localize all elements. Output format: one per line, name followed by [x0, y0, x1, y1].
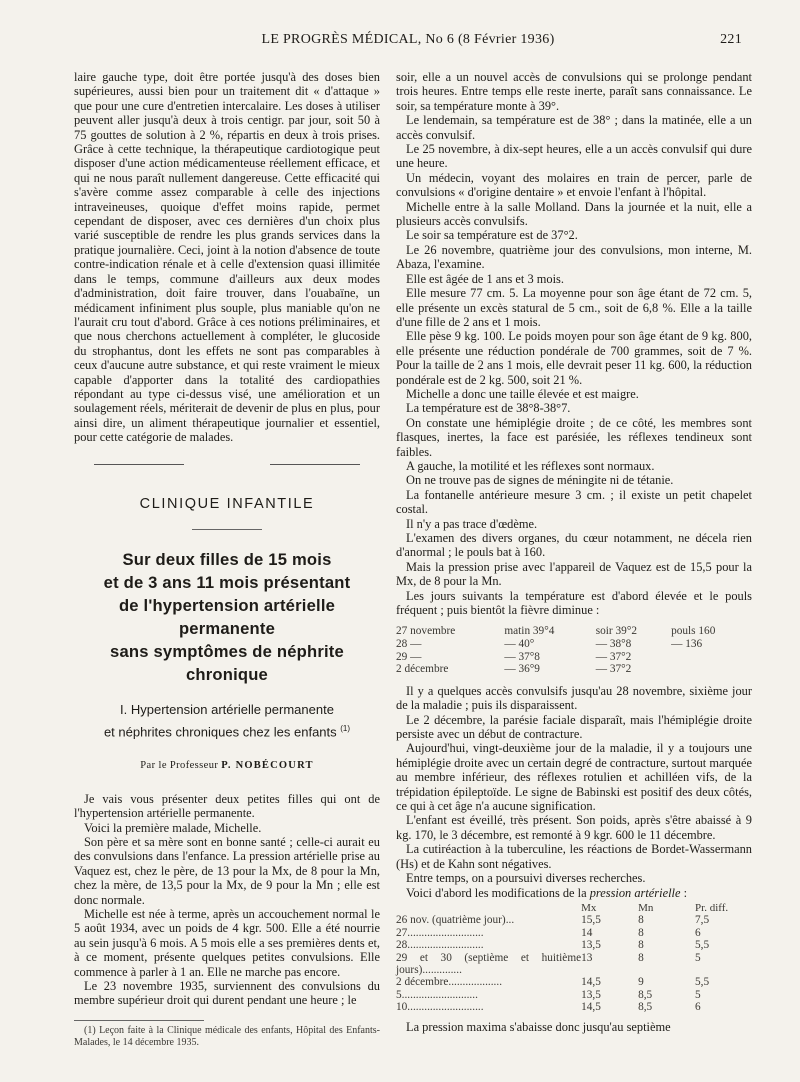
table-cell: 14,5 — [581, 1001, 601, 1014]
body-paragraph: Il y a quelques accès convulsifs jusqu'au 28 novembre, sixième jour de la maladie ; puis ils disparaissent. — [396, 683, 752, 713]
table-row — [396, 663, 752, 676]
table-cell — [671, 663, 752, 676]
table-row — [396, 927, 752, 939]
mods-intro-italic: pression artérielle — [589, 885, 681, 900]
body-paragraph: Le lendemain, sa température est de 38° ; dans la matinée, elle a un accès convulsif. — [396, 113, 752, 142]
body-paragraph: Mais la pression prise avec l'appareil de Vaquez est de 15,5 pour la Mx, de 8 pour la Mn. — [396, 559, 752, 589]
table-cell: 29 et 30 (septième et huitième jours).............. — [396, 951, 582, 976]
body-paragraph: La fontanelle antérieure mesure 3 cm. ; il existe un petit chapelet costal. — [396, 487, 752, 517]
table-row — [396, 651, 752, 664]
section-label: CLINIQUE INFANTILE — [139, 495, 315, 512]
body-paragraph: Michelle entre à la salle Molland. Dans la journée et la nuit, elle a plusieurs accès convulsifs. — [396, 199, 752, 229]
table-cell: 8 — [638, 926, 644, 939]
table-cell: 8,5 — [638, 1001, 653, 1014]
mods-intro-end: : — [683, 885, 688, 900]
body-paragraph: On constate une hémiplégie droite ; de ce côté, les membres sont flasques, inertes, la face est parésiée, les réflexes tendineux sont faibles. — [396, 415, 752, 459]
byline-prefix: Par le Professeur — [140, 760, 219, 772]
body-paragraph: soir, elle a un nouvel accès de convulsions qui se prolonge pendant trois heures. Entre temps elle reste inerte, paraît sans connaissance. Le soir, sa température monte à 39°. — [396, 70, 752, 113]
footnote-ref: (1) — [340, 723, 351, 733]
table-cell: 28........................... — [396, 939, 484, 952]
table-cell: matin 39°4 — [504, 625, 555, 638]
body-paragraph: On ne trouve pas de signes de méningite ni de tétanie. — [406, 473, 674, 488]
body-paragraph: Je vais vous présenter deux petites filles qui ont de l'hypertension artérielle permanente. — [74, 791, 380, 821]
body-paragraph: Le soir sa température est de 37°2. — [406, 228, 578, 243]
body-paragraph: Aujourd'hui, vingt-deuxième jour de la maladie, il y a toujours une hémiplégie droite avec un certain degré de contracture, surtout marquée au membre inférieur, des réflexes rotulien et achilléen vifs, de la trépidation épileptoïde. Le signe de Babinski est positif des deux côtés, ce qui à cet âge n'a aucune signification. — [396, 741, 752, 814]
title-line: et de 3 ans 11 mois présentant — [103, 572, 351, 592]
body-paragraph: Elle est âgée de 1 ans et 3 mois. — [406, 271, 564, 286]
body-paragraph: La température est de 38°8-38°7. — [406, 401, 571, 416]
table-cell: 8 — [638, 914, 644, 927]
footnote-rule — [74, 1020, 204, 1021]
page-number: 221 — [720, 32, 742, 47]
article-body — [74, 792, 380, 1008]
table-cell: 5 — [695, 988, 701, 1001]
table-cell: 13,5 — [581, 988, 601, 1001]
column-header: Mn — [638, 901, 654, 914]
body-paragraph: Le 2 décembre, la parésie faciale disparaît, mais l'hémiplégie droite persiste avec un début de contracture. — [396, 712, 752, 742]
table-row — [396, 952, 752, 977]
body-paragraph: Il n'y a pas trace d'œdème. — [406, 516, 538, 531]
mods-intro-text: Voici d'abord les modifications de la — [406, 885, 587, 900]
table-cell: 2 décembre................... — [396, 976, 503, 989]
table-row — [396, 989, 752, 1001]
pressure-table — [396, 902, 752, 1014]
temperature-table — [396, 625, 752, 675]
table-cell: 13 — [581, 951, 593, 964]
table-cell: — 136 — [671, 638, 703, 651]
title-line: de l'hypertension artérielle permanente — [118, 595, 336, 638]
table-cell: 5,5 — [695, 976, 710, 989]
table-cell: 6 — [695, 926, 701, 939]
table-cell: — 37°2 — [595, 663, 632, 676]
body-paragraph: Le 23 novembre 1935, surviennent des convulsions du membre supérieur droit qui durent pendant une heure ; le — [74, 978, 380, 1008]
body-paragraph: Michelle a donc une taille élevée et est maigre. — [406, 386, 639, 401]
subtitle-line: et néphrites chroniques chez les enfants — [103, 724, 337, 740]
body-paragraph: Le 25 novembre, à dix-sept heures, elle a un accès convulsif qui dure une heure. — [396, 142, 752, 171]
table-cell: 9 — [638, 976, 644, 989]
article-title — [74, 548, 380, 686]
body-paragraph: La cutiréaction à la tuberculine, les réactions de Bordet-Wassermann (Hs) et de Kahn sont négatives. — [396, 842, 752, 871]
running-title: LE PROGRÈS MÉDICAL, No 6 (8 Février 1936) — [261, 32, 555, 47]
table-cell: pouls 160 — [671, 625, 716, 638]
title-line: Sur deux filles de 15 mois — [122, 549, 332, 569]
mods-intro — [396, 886, 752, 900]
table-cell: — 38°8 — [595, 638, 632, 651]
intro-paragraph: laire gauche type, doit être portée jusqu'à des doses bien supérieures, aussi bien pour un traitement dit « d'attaque » que pour une cure d'entretien intercalaire. Les doses à utiliser peuvent aller jusqu'à deux à trois centigr. par jour, soit 50 à 75 gouttes de solution à 2 %, répartis en deux à trois prises. Grâce à cette technique, la thérapeutique cardiotogique peut disposer d'une action médicamenteuse réellement efficace, et qui ne nous paraît nullement dangereuse. Cette efficacité qui s'avère comme assez comparable à celle des injections intraveineuses, quoique d'effet moins rapide, permet cependant de disposer, avec ces dernières d'un choix plus varié susceptible de rendre les plus grands services dans la pratique journalière. Ceci, joint à la notion d'absence de toute contre-indication rénale et à celle d'extension quasi illimitée dans le temps, commune d'ailleurs aux deux modes d'administration, doit faire trouver, dans l'ouabaïne, un médicament infiniment plus souple, plus maniable qu'on ne l'aurait cru tout d'abord. Grâce à ces notions préliminaires, et que nous cherchons actuellement à compléter, le glucoside du strophantus, dont les effets ne sont pas comparables à ceux d'aucune autre substance, et qui reste vraiment le mieux capable d'apporter dans la totalité des cardiopathies répondant au type ci-dessus visé, une amélioration et un soulagement réels, mériterait de devenir de plus en plus, pour ainsi dire, un aliment thérapeutique journalier et essentiel, pour cette catégorie de malades. — [74, 70, 380, 445]
column-header: Pr. diff. — [695, 901, 729, 914]
body-paragraph: Elle pèse 9 kg. 100. Le poids moyen pour son âge étant de 9 kg. 800, elle présente une réduction pondérale de 700 grammes, soit de 7 %. Pour la taille de 2 ans 1 mois, elle devrait peser 11 kg. 600, la réduction pondérale est de 2 kg. 500, soit 21 %. — [396, 329, 752, 387]
table-cell: 27........................... — [396, 926, 484, 939]
body-paragraph: Son père et sa mère sont en bonne santé ; celle-ci aurait eu des convulsions dans l'enfance. La pression artérielle prise au Vaquez est, chez le père, de 13 pour la Mx, de 8 pour la Mn, chez la mère, de 13,5 pour la Mx, de 9 pour la Mn ; elle est donc normale. — [74, 834, 380, 907]
table-cell: — 37°8 — [504, 650, 540, 663]
table-row — [396, 638, 752, 651]
table-cell — [671, 651, 752, 664]
article-subtitle — [74, 700, 380, 741]
table-row — [396, 939, 752, 951]
section-rule — [192, 529, 262, 530]
table-row — [396, 625, 752, 638]
table-cell: — 36°9 — [504, 663, 540, 676]
table-cell: 15,5 — [581, 914, 601, 927]
table-cell: 14 — [581, 926, 593, 939]
table-cell: 7,5 — [695, 914, 710, 927]
table-cell: 5........................... — [396, 988, 478, 1001]
table-cell: 29 — — [396, 650, 422, 663]
ornamental-divider — [74, 457, 380, 471]
table-cell: 10........................... — [396, 1001, 484, 1014]
table-cell: 5,5 — [695, 939, 710, 952]
table-cell: soir 39°2 — [595, 625, 637, 638]
table-cell: 8,5 — [638, 988, 653, 1001]
byline — [74, 759, 380, 773]
body-paragraph: Le 26 novembre, quatrième jour des convulsions, mon interne, M. Abaza, l'examine. — [396, 242, 752, 272]
table-cell: 26 nov. (quatrième jour)... — [396, 914, 515, 927]
body-paragraph: A gauche, la motilité et les réflexes sont normaux. — [406, 458, 655, 473]
table-cell: — 40° — [504, 638, 535, 651]
table-cell: 2 décembre — [396, 663, 449, 676]
table-row — [396, 914, 752, 926]
body-paragraph: Entre temps, on a poursuivi diverses recherches. — [406, 871, 646, 886]
body-paragraph: Les jours suivants la température est d'abord élevée et le pouls fréquent ; puis bientôt la fièvre diminue : — [396, 588, 752, 618]
title-line: sans symptômes de néphrite chronique — [110, 641, 344, 684]
author-name: P. NOBÉCOURT — [221, 760, 314, 772]
body-paragraph: L'examen des divers organes, du cœur notamment, ne décela rien d'anormal ; le pouls bat à 160. — [396, 531, 752, 560]
body-paragraph: La pression maxima s'abaisse donc jusqu'au septième — [406, 1019, 671, 1034]
table-cell: 5 — [695, 951, 701, 964]
table-cell: 27 novembre — [396, 625, 456, 638]
right-column — [396, 70, 752, 1034]
table-cell: 6 — [695, 1001, 701, 1014]
table-row — [396, 1001, 752, 1013]
body-paragraph: Michelle est née à terme, après un accouchement normal le 5 août 1934, avec un poids de 4 kgr. 500. Elle a été nourrie au sein jusqu'à 6 mois. A 5 mois elle a ses premières dents et, à ce moment, présente quelques petites convulsions. Elle commence à parler à 1 an. Elle ne marche pas encore. — [74, 906, 380, 979]
column-header — [396, 902, 581, 914]
table-cell: 13,5 — [581, 939, 601, 952]
table-cell: — 37°2 — [595, 650, 632, 663]
table-cell: 14,5 — [581, 976, 601, 989]
column-header: Mx — [581, 901, 597, 914]
table-header-row — [396, 902, 752, 914]
footnote: (1) Leçon faite à la Clinique médicale des enfants, Hôpital des Enfants-Malades, le 14 décembre 1935. — [74, 1024, 380, 1048]
table-cell: 28 — — [396, 638, 422, 651]
table-row — [396, 976, 752, 988]
table-cell: 8 — [638, 951, 644, 964]
subtitle-line: I. Hypertension artérielle permanente — [120, 701, 334, 717]
body-paragraph: Elle mesure 77 cm. 5. La moyenne pour son âge étant de 72 cm. 5, elle présente un excès statural de 5 cm., soit de 6,8 %. Elle a la taille d'une fille de 2 ans et 1 mois. — [396, 286, 752, 329]
body-paragraph: L'enfant est éveillé, très présent. Son poids, après s'être abaissé à 9 kg. 170, le 3 décembre, est remonté à 9 kgr. 600 le 11 décembre. — [396, 813, 752, 842]
body-paragraph: Voici la première malade, Michelle. — [84, 820, 262, 835]
left-column — [74, 70, 380, 1049]
table-cell: 8 — [638, 939, 644, 952]
body-paragraph: Un médecin, voyant des molaires en train de percer, parle de convulsions « d'origine dentaire » et envoie l'enfant à l'hôpital. — [396, 170, 752, 200]
